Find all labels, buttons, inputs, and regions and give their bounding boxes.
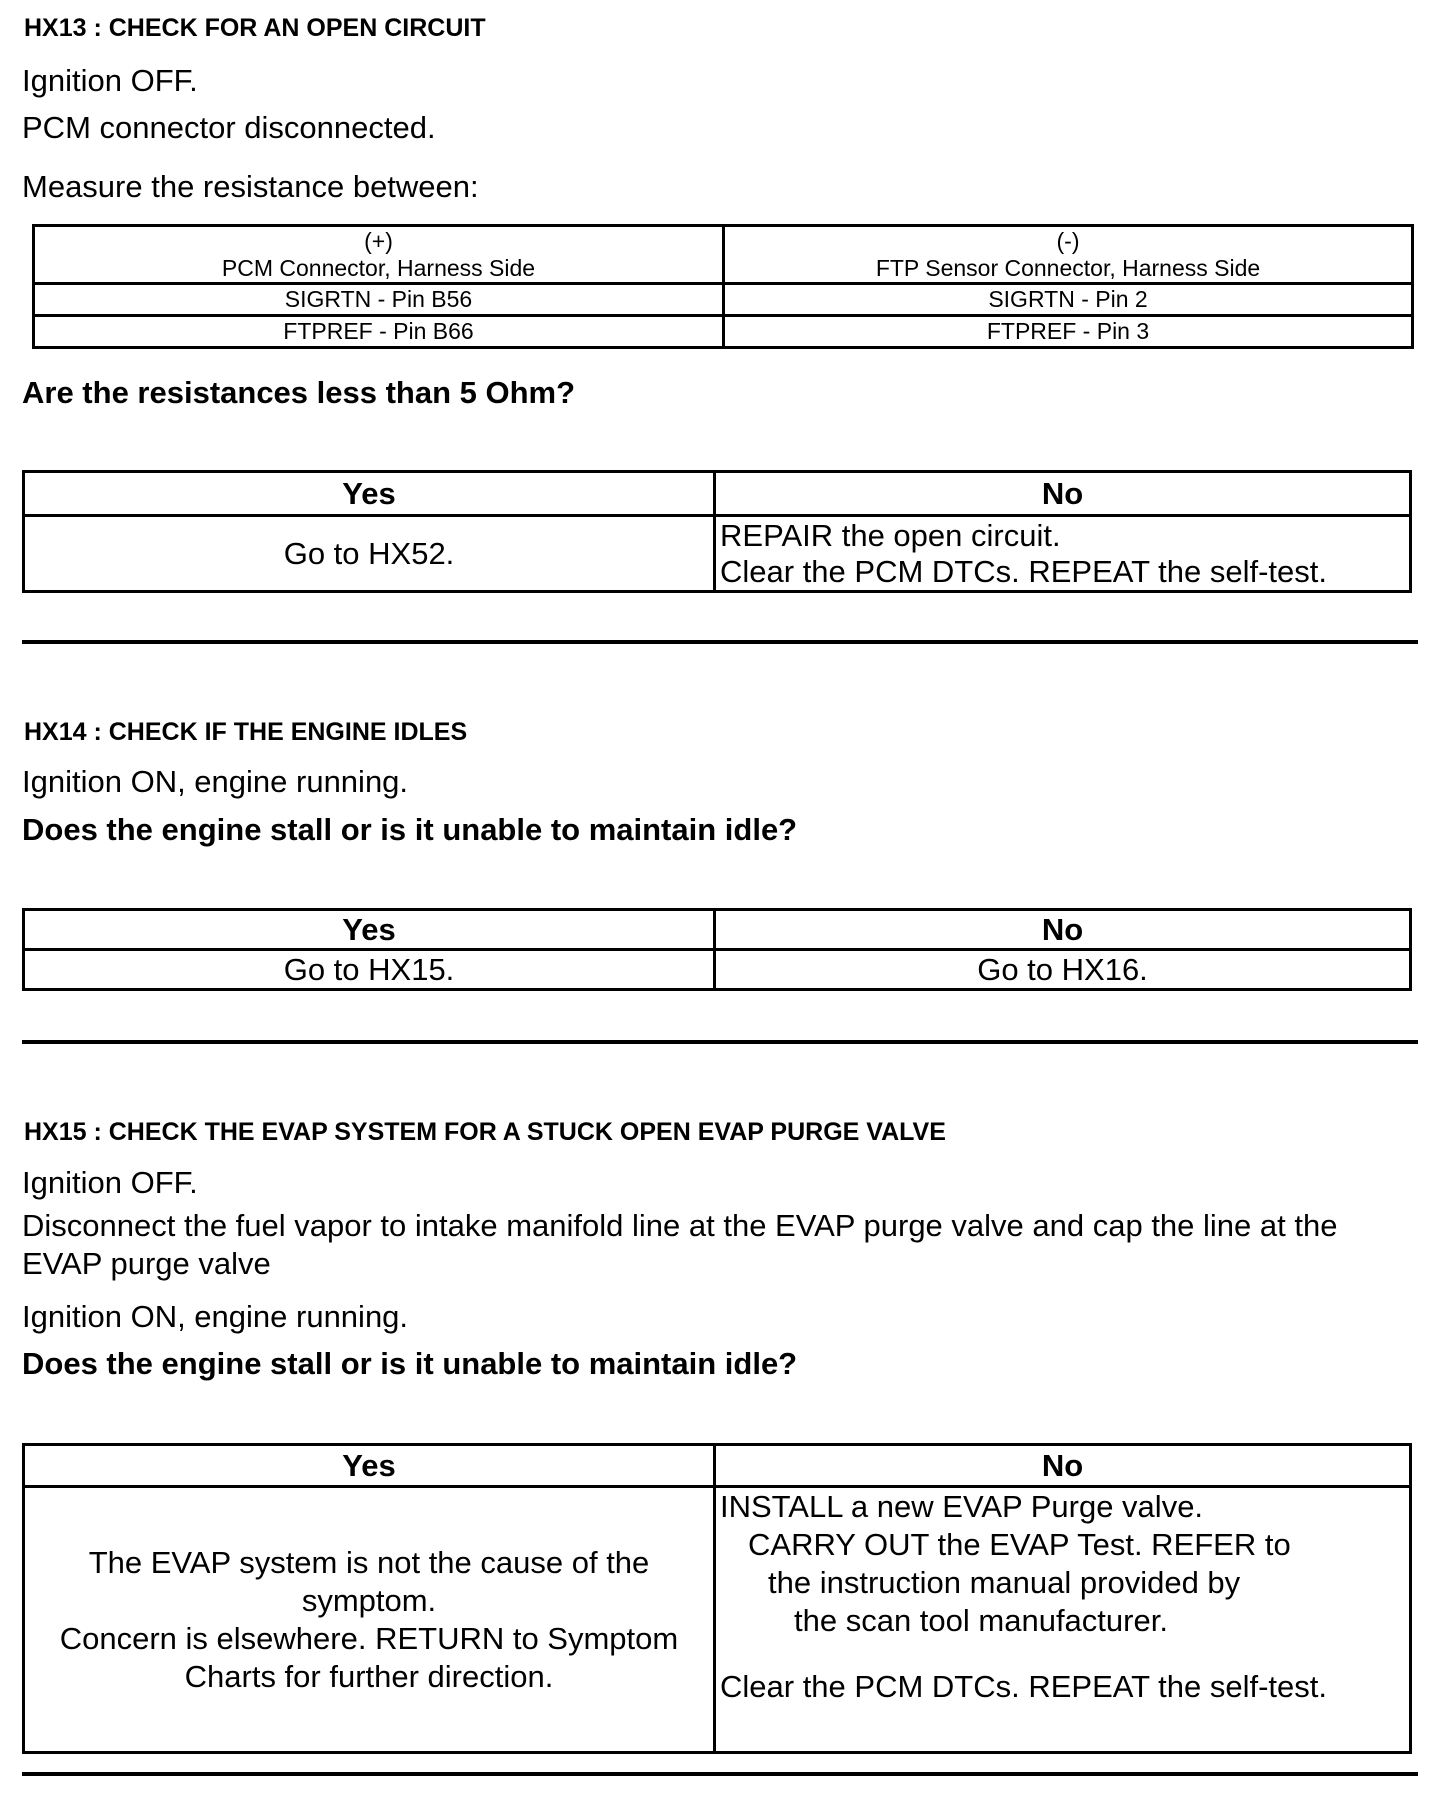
hx15-step-disconnect: Disconnect the fuel vapor to intake manifold line at the EVAP purge valve and cap the line at the EVAP purge valve <box>22 1208 1338 1281</box>
yes-header: Yes <box>24 472 715 516</box>
yes-header: Yes <box>24 910 715 950</box>
hx13-decision-table <box>22 470 1412 593</box>
section-divider <box>22 1040 1418 1044</box>
hx15-question: Does the engine stall or is it unable to maintain idle? <box>22 1346 798 1381</box>
no-header: No <box>715 472 1411 516</box>
hx14-question: Does the engine stall or is it unable to maintain idle? <box>22 812 798 847</box>
no-header: No <box>715 1445 1411 1487</box>
hx15-step-ignition-off: Ignition OFF. <box>22 1165 198 1200</box>
no-line: REPAIR the open circuit. <box>720 517 1061 553</box>
table-cell: SIGRTN - Pin B56 <box>34 284 724 316</box>
measure-header-plus <box>34 226 724 284</box>
table-cell: FTPREF - Pin B66 <box>34 316 724 348</box>
hx15-heading: HX15 : CHECK THE EVAP SYSTEM FOR A STUCK OPEN EVAP PURGE VALVE <box>24 1118 946 1146</box>
yes-line: symptom. <box>301 1582 437 1618</box>
no-header: No <box>715 910 1411 950</box>
section-divider <box>22 640 1418 644</box>
decision-header-row <box>24 472 1411 516</box>
hx13-step-ignition: Ignition OFF. <box>22 63 198 98</box>
yes-cell: Go to HX15. <box>24 950 715 990</box>
decision-row <box>24 516 1411 592</box>
hx15-step-ignition-on: Ignition ON, engine running. <box>22 1299 409 1334</box>
hx13-step-connector: PCM connector disconnected. <box>22 110 436 145</box>
no-cell: Go to HX16. <box>715 950 1411 990</box>
table-row <box>34 316 1413 348</box>
hx15-decision-table <box>22 1443 1412 1754</box>
yes-cell: Go to HX52. <box>24 516 715 592</box>
measure-header-minus <box>724 226 1413 284</box>
decision-header-row <box>24 910 1411 950</box>
no-line: Clear the PCM DTCs. REPEAT the self-test. <box>720 553 1327 589</box>
hx13-step-measure: Measure the resistance between: <box>22 169 479 204</box>
hx14-decision-table <box>22 908 1412 991</box>
no-cell <box>715 1487 1411 1753</box>
yes-line: Concern is elsewhere. RETURN to Symptom <box>59 1620 679 1656</box>
hx14-heading: HX14 : CHECK IF THE ENGINE IDLES <box>24 718 468 746</box>
decision-row <box>24 950 1411 990</box>
table-row <box>34 284 1413 316</box>
section-divider <box>22 1772 1418 1776</box>
resistance-measurement-table <box>32 224 1414 349</box>
yes-header: Yes <box>24 1445 715 1487</box>
yes-line: The EVAP system is not the cause of the <box>88 1544 650 1580</box>
minus-label: FTP Sensor Connector, Harness Side <box>875 254 1261 281</box>
no-line: INSTALL a new EVAP Purge valve. <box>720 1489 1204 1524</box>
table-cell: FTPREF - Pin 3 <box>724 316 1413 348</box>
yes-line: Charts for further direction. <box>184 1658 554 1694</box>
hx13-question: Are the resistances less than 5 Ohm? <box>22 375 576 410</box>
plus-label: PCM Connector, Harness Side <box>221 254 536 281</box>
plus-symbol: (+) <box>364 227 393 254</box>
decision-header-row <box>24 1445 1411 1487</box>
no-line: Clear the PCM DTCs. REPEAT the self-test. <box>720 1669 1327 1704</box>
measure-header-row <box>34 226 1413 284</box>
decision-row <box>24 1487 1411 1753</box>
minus-symbol: (-) <box>1056 227 1080 254</box>
hx14-step-ignition: Ignition ON, engine running. <box>22 764 409 799</box>
no-line: CARRY OUT the EVAP Test. REFER to <box>748 1527 1291 1562</box>
hx13-heading: HX13 : CHECK FOR AN OPEN CIRCUIT <box>24 14 486 42</box>
no-line: the scan tool manufacturer. <box>794 1603 1168 1638</box>
table-cell: SIGRTN - Pin 2 <box>724 284 1413 316</box>
yes-cell <box>24 1487 715 1753</box>
no-line: the instruction manual provided by <box>768 1565 1241 1600</box>
no-cell <box>715 516 1411 592</box>
